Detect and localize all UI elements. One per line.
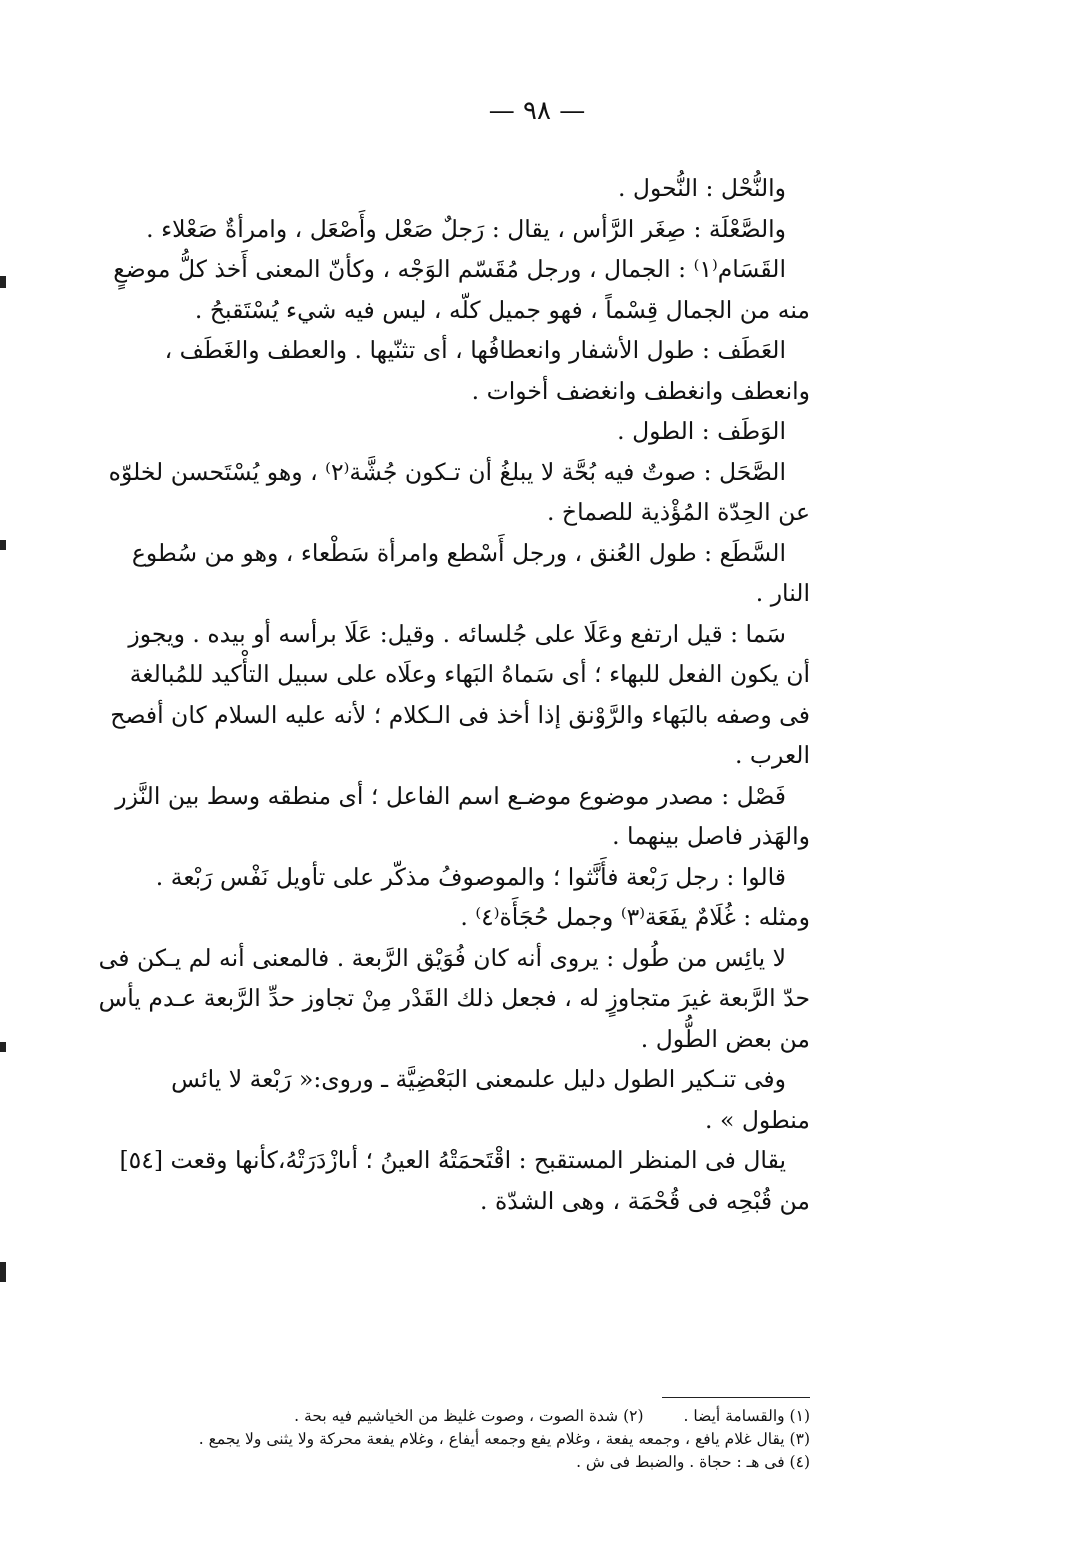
paragraph: سَما : قيل ارتفع وعَلَا على جُلسائه . وقيل: عَلَا برأسه أو بيده . ويجوز أن يكون الفعل للبهاء ؛ أى سَماهُ البَهاء وعلَاه على سبيل التأْكيد للمُبالغة فى وصفه بالبَهاء والرَّوْنق إذا أخذ فى الـكلام ؛ لأنه عليه السلام كان أفصح العرب . [110, 619, 810, 769]
page-number: — ٩٨ — [488, 96, 586, 126]
paragraph: فَصْل : مصدر موضوع موضـع اسم الفاعل ؛ أى منطقه وسط بين النَّزر والهَذر فاصل بينهما . [115, 781, 810, 850]
footnotes [98, 1405, 810, 1474]
scan-edge-mark [0, 540, 6, 550]
paragraph: الوَطَف : الطول . [617, 417, 786, 445]
footnote-1: (١) والقسامة أيضا . [683, 1407, 810, 1425]
paragraph: قالوا : رجل رَبْعة فأَنَّثوا ؛ والموصوفُ مذكّر على تأويل نَفْس رَبْعة . ومثله : غُلَامٌ يفَعَة⁽٣⁾ وجمل حُجَأَة⁽٤⁾ . [155, 862, 810, 931]
footnote-divider [662, 1397, 810, 1398]
paragraph: القَسَام⁽١⁾ : الجمال ، ورجل مُقَسّم الوَجْه ، وكأنّ المعنى أَخذ كلُّ موضعٍ منه من الجمال قِسْماً ، فهو جميل كلّه ، ليس فيه شيء يُسْتَقبحُ . [113, 255, 810, 324]
footnote-3: (٣) يقال غلام يافع ، وجمعه يفعة ، وغلام يفع وجمعه أيفاع ، وغلام يفعة محركة ولا يثنى ولا يجمع . [198, 1430, 810, 1448]
paragraph: والنُّحْل : النُّحول . [617, 174, 786, 202]
paragraph: يقال فى المنظر المستقبح : اقْتَحمَتْهُ العينُ ؛ أىازْدَرَتْهُ،كأنها وقعت [٥٤] من قُبْحِه فى قُحْمَة ، وهى الشدّة . [119, 1146, 810, 1215]
footnote-line [98, 1405, 810, 1428]
scan-edge-mark [0, 1262, 6, 1282]
paragraph: الصَّحَل : صوتٌ فيه بُحَّة لا يبلغُ أن تـكون جُشَّة⁽٢⁾ ، وهو يُسْتَحسن لخلوّه عن الحِدّة المُؤْذية للصماخ . [108, 457, 810, 526]
paragraph: العَطَف : طول الأشفار وانعطافُها ، أى تثنّيها . والعطف والغَطَف ، وانعطف وانغطف وانغضف أخوات . [164, 336, 810, 405]
footnote-2: (٢) شدة الصوت ، وصوت غليظ من الخياشيم فيه بحة . [294, 1407, 644, 1425]
scan-edge-mark [0, 1042, 6, 1052]
footnote-4: (٤) فى هـ : حجاة . والضبط فى ش . [576, 1453, 810, 1471]
paragraph: السَّطَع : طول العُنق ، ورجل أَسْطع وامرأة سَطْعاء ، وهو من سُطوع النار . [131, 538, 810, 607]
paragraph: وفى تنـكير الطول دليل علىمعنى البَعْضِيَّة ـ وروى:« رَبْعة لا يائس منطول » . [171, 1065, 810, 1134]
scan-edge-mark [0, 276, 6, 288]
paragraph: لا يائِس من طُول : يروى أنه كان فُوَيْق الرَّبعة . فالمعنى أنه لم يـكن فى حدّ الرَّبعة غيرَ متجاوزٍ له ، فجعل ذلك القَدْر مِنْ تجاوز حدِّ الرَّبعة عـدم يأس من بعض الطُّول . [98, 943, 810, 1053]
paragraph: والصَّعْلَة : صِغَر الرَّأس ، يقال : رَجلٌ صَعْل وأَصْعَل ، وامرأةٌ صَعْلاء . [146, 214, 786, 243]
main-text [98, 168, 810, 1221]
